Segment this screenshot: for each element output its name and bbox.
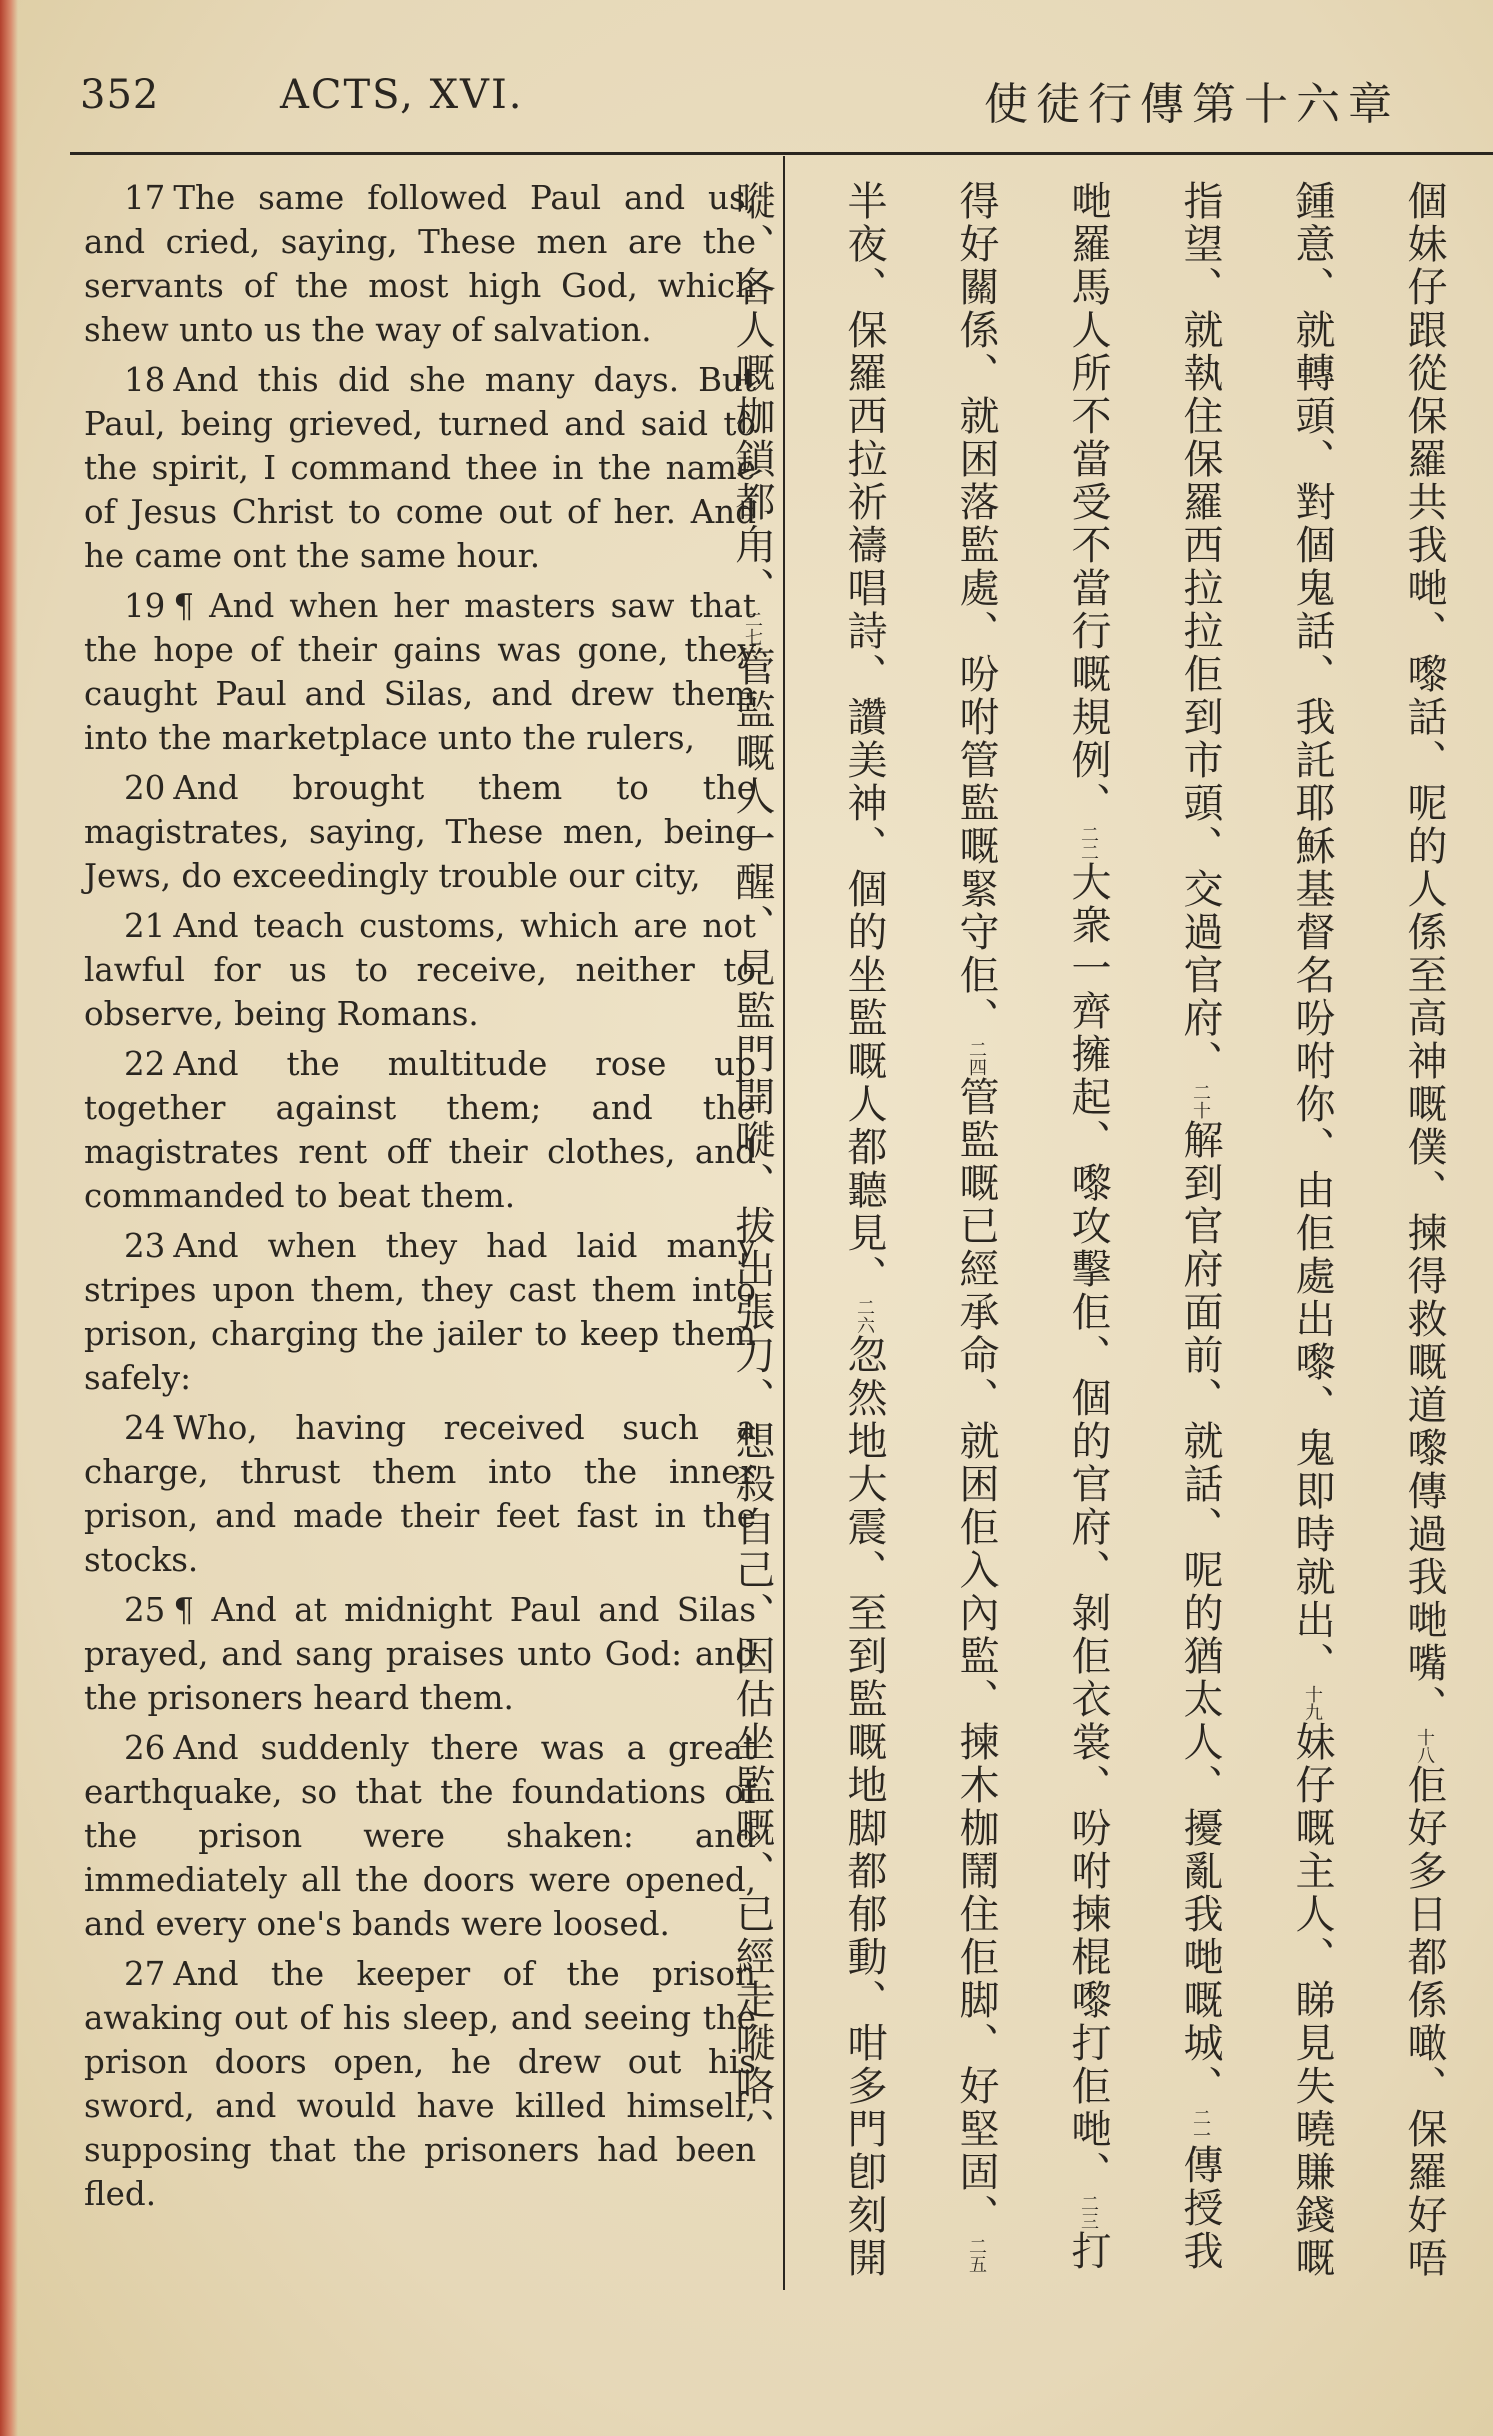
- chinese-verse-text: 管監嘅人一醒、見監門開嘥、拔出張刀、想殺自己、因估坐監嘅、已經走嘥咯、: [729, 646, 775, 2151]
- english-verse: [84, 1406, 756, 1582]
- page-number: 352: [80, 72, 160, 118]
- verse-text: The same followed Paul and us, and cried, saying, These men are the servants of the most high God, which shew unto us the way of salvation.: [84, 179, 756, 349]
- verse-text: ¶ And when her masters saw that the hope of their gains was gone, they caught Paul and Silas, and drew them into the marketplace unto the rulers,: [84, 587, 756, 757]
- chinese-verse-text: 傳授我哋羅馬人所不當受不當行嘅規例、: [1065, 180, 1223, 2273]
- chinese-verse: [1177, 1083, 1223, 2108]
- verse-number: 22: [124, 1045, 166, 1083]
- english-verse: [84, 584, 756, 760]
- verse-number: 26: [124, 1729, 166, 1767]
- page-spine-edge: [0, 0, 18, 2436]
- verse-number: 23: [124, 1227, 166, 1265]
- english-text-column: [84, 176, 756, 2222]
- chinese-verse-text: 忽然地大震、至到監嘅地脚都郁動、咁多門卽刻開嘥、各人嘅枷鎖都甪、: [729, 180, 887, 2280]
- english-verse: [84, 766, 756, 898]
- verse-number: 21: [124, 907, 166, 945]
- verse-text: And the multitude rose up together against them; and the magistrates rent off their clothes, and commanded to beat them.: [84, 1045, 756, 1215]
- verse-text: And this did she many days. But Paul, being grieved, turned and said to the spirit, I command thee in the name of Jesus Christ to come out of her. And he came ont the same hour.: [84, 361, 756, 575]
- chinese-verse: [729, 610, 775, 2151]
- verse-number: 18: [124, 361, 166, 399]
- header-rule: [70, 152, 1493, 155]
- chinese-verse-text: 個妹仔跟從保羅共我哋、嚟話、呢的人係至高神嘅僕、揀得救嘅道嚟傳過我哋嘴、: [1401, 180, 1447, 1728]
- english-verse: [84, 1224, 756, 1400]
- chinese-verse: [953, 1040, 999, 2237]
- verse-text: And suddenly there was a great earthquake, so that the foundations of the prison were shaken: and immediately all the doors were opened, and every one's bands were loosed.: [84, 1729, 756, 1943]
- verse-number: 24: [124, 1409, 166, 1447]
- chinese-verse-marker: 二四: [966, 1040, 987, 1076]
- chinese-text-column: [729, 180, 1480, 2290]
- chinese-verse-marker: 二七: [742, 610, 763, 646]
- chinese-verse-text: 佢好多日都係噉、保羅好唔鍾意、就轉頭、對個鬼話、我託耶穌基督名吩咐你、由佢處出嚟、鬼即時就出、: [1289, 180, 1447, 2280]
- english-verse: [84, 1726, 756, 1946]
- chinese-verse-marker: 二三: [1078, 2194, 1099, 2230]
- chinese-verse-text: 大衆一齊擁起、嚟攻擊佢、個的官府、剝佢衣裳、吩咐揀棍嚟打佢哋、: [1065, 861, 1111, 2194]
- chinese-verse-text: 妹仔嘅主人、睇見失曉賺錢嘅指望、就執住保羅西拉拉佢到市頭、交過官府、: [1177, 180, 1335, 2280]
- verse-text: And when they had laid many stripes upon them, they cast them into prison, charging the jailer to keep them safely:: [84, 1227, 756, 1397]
- chinese-verse-text: 半夜、保羅西拉祈禱唱詩、讚美神、個的坐監嘅人都聽見、: [841, 180, 887, 1298]
- verse-number: 27: [124, 1955, 166, 1993]
- running-title: ACTS, XVI.: [280, 72, 524, 118]
- verse-text: ¶ And at midnight Paul and Silas prayed, and sang praises unto God: and the prisoners heard them.: [84, 1591, 756, 1717]
- verse-number: 17: [124, 179, 166, 217]
- english-verse: [84, 176, 756, 352]
- chinese-verse-text: 管監嘅已經承命、就困佢入內監、揀木枷鬧住佢脚、好堅固、: [953, 1076, 999, 2237]
- chinese-verse: [1401, 180, 1447, 1728]
- english-verse: [84, 1952, 756, 2216]
- english-verse: [84, 1042, 756, 1218]
- chinese-verse-text: 解到官府面前、就話、呢的猶太人、擾亂我哋嘅城、: [1177, 1119, 1223, 2108]
- chinese-verse-marker: 十九: [1302, 1685, 1323, 1721]
- chinese-verse-marker: 十八: [1414, 1728, 1435, 1764]
- verse-text: And the keeper of the prison awaking out of his sleep, and seeing the prison doors open, he drew out his sword, and would have killed himself, supposing that the prisoners had been fled.: [84, 1955, 756, 2213]
- english-verse: [84, 904, 756, 1036]
- verse-number: 25: [124, 1591, 166, 1629]
- chinese-verse: [1065, 825, 1111, 2194]
- chinese-verse-marker: 二一: [1190, 2108, 1211, 2144]
- chinese-verse-marker: 二六: [854, 1298, 875, 1334]
- english-verse: [84, 1588, 756, 1720]
- chinese-verse-marker: 二十: [1190, 1083, 1211, 1119]
- english-verse: [84, 358, 756, 578]
- verse-number: 19: [124, 587, 166, 625]
- verse-text: And brought them to the magistrates, saying, These men, being Jews, do exceedingly trouble our city,: [84, 769, 756, 895]
- verse-text: And teach customs, which are not lawful for us to receive, neither to observe, being Romans.: [84, 907, 756, 1033]
- chinese-verse-marker: 二二: [1078, 825, 1099, 861]
- verse-text: Who, having received such a charge, thrust them into the inner prison, and made their feet fast in the stocks.: [84, 1409, 756, 1579]
- chinese-verse-text: 打得好關係、就困落監處、吩咐管監嘅緊守佢、: [953, 180, 1111, 2273]
- chinese-verse-marker: 二五: [966, 2237, 987, 2273]
- page-header: [70, 72, 1410, 142]
- verse-number: 20: [124, 769, 166, 807]
- chinese-running-title: 使徒行傳第十六章: [984, 79, 1400, 130]
